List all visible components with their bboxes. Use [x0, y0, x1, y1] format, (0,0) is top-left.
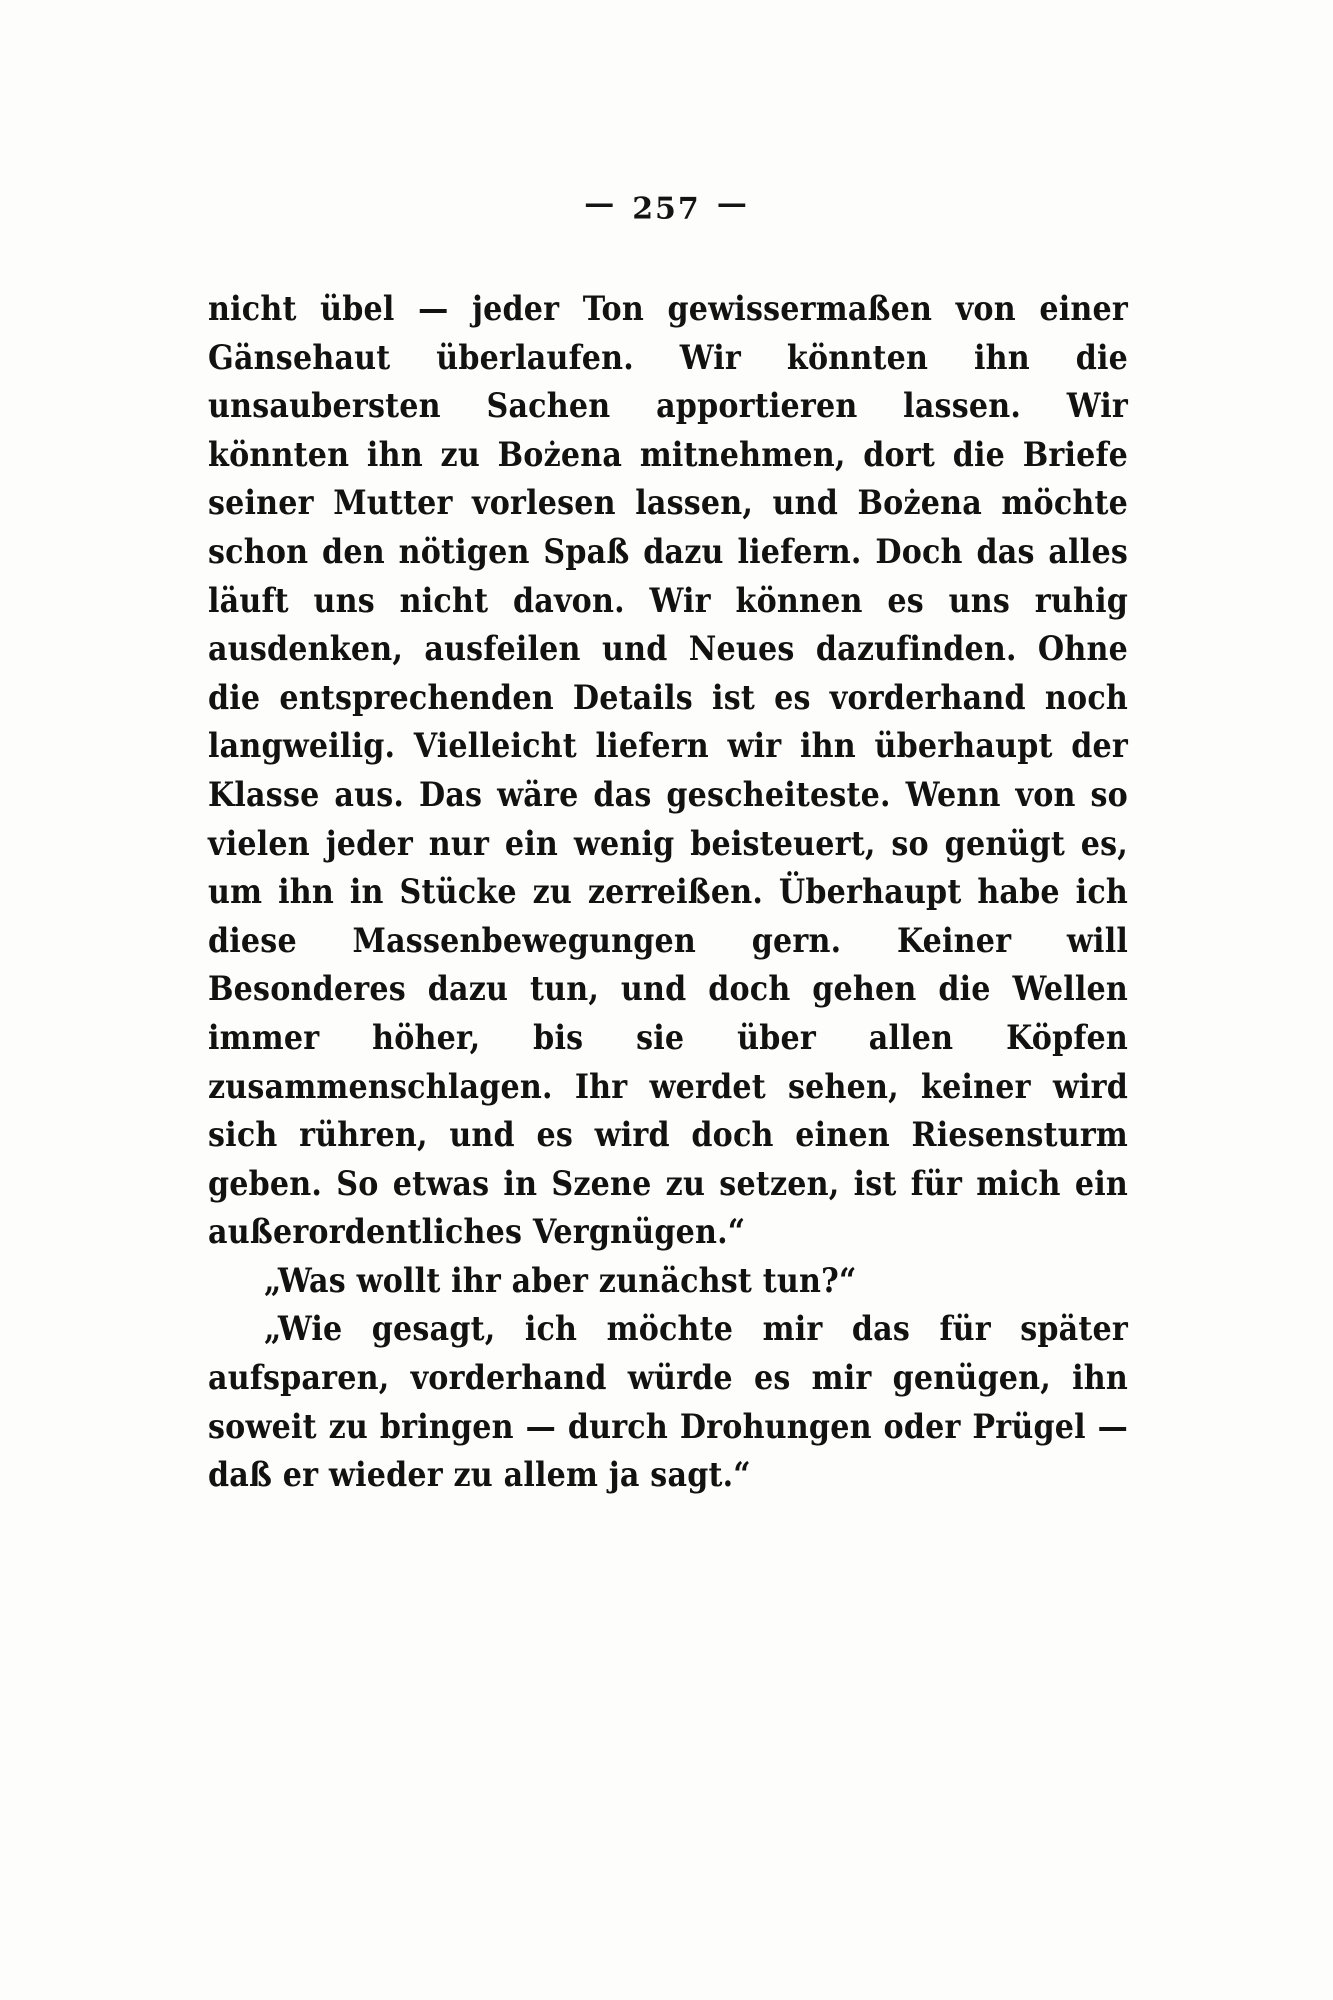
- body-text: [208, 285, 1128, 1500]
- page-number: 257: [632, 191, 701, 227]
- paragraph: nicht übel — jeder Ton gewissermaßen von einer Gänsehaut überlaufen. Wir könnten ihn die unsaubersten Sachen apportieren lassen. Wir könnten ihn zu Bożena mitnehmen, dort die Briefe seiner Mutter vorlesen lassen, und Bożena möchte schon den nötigen Spaß dazu liefern. Doch das alles läuft uns nicht davon. Wir können es uns ruhig ausdenken, ausfeilen und Neues dazufinden. Ohne die entsprechenden Details ist es vorderhand noch langweilig. Vielleicht liefern wir ihn überhaupt der Klasse aus. Das wäre das gescheiteste. Wenn von so vielen jeder nur ein wenig beisteuert, so genügt es, um ihn in Stücke zu zerreißen. Überhaupt habe ich diese Massenbewegungen gern. Keiner will Besonderes dazu tun, und doch gehen die Wellen immer höher, bis sie über allen Köpfen zusammenschlagen. Ihr werdet sehen, keiner wird sich rühren, und es wird doch einen Riesensturm geben. So etwas in Szene zu setzen, ist für mich ein außerordentliches Vergnügen.“: [208, 289, 1128, 1252]
- page-number-dash-left: —: [584, 186, 617, 221]
- page-number-dash-right: —: [716, 186, 749, 221]
- page-header: [0, 186, 1333, 226]
- paragraph: „Was wollt ihr aber zunächst tun?“: [264, 1260, 857, 1300]
- paragraph: „Wie gesagt, ich möchte mir das für später aufsparen, vorderhand würde es mir genügen, ihn soweit zu bringen — durch Drohungen oder Prügel — daß er wieder zu allem ja sagt.“: [208, 1309, 1128, 1495]
